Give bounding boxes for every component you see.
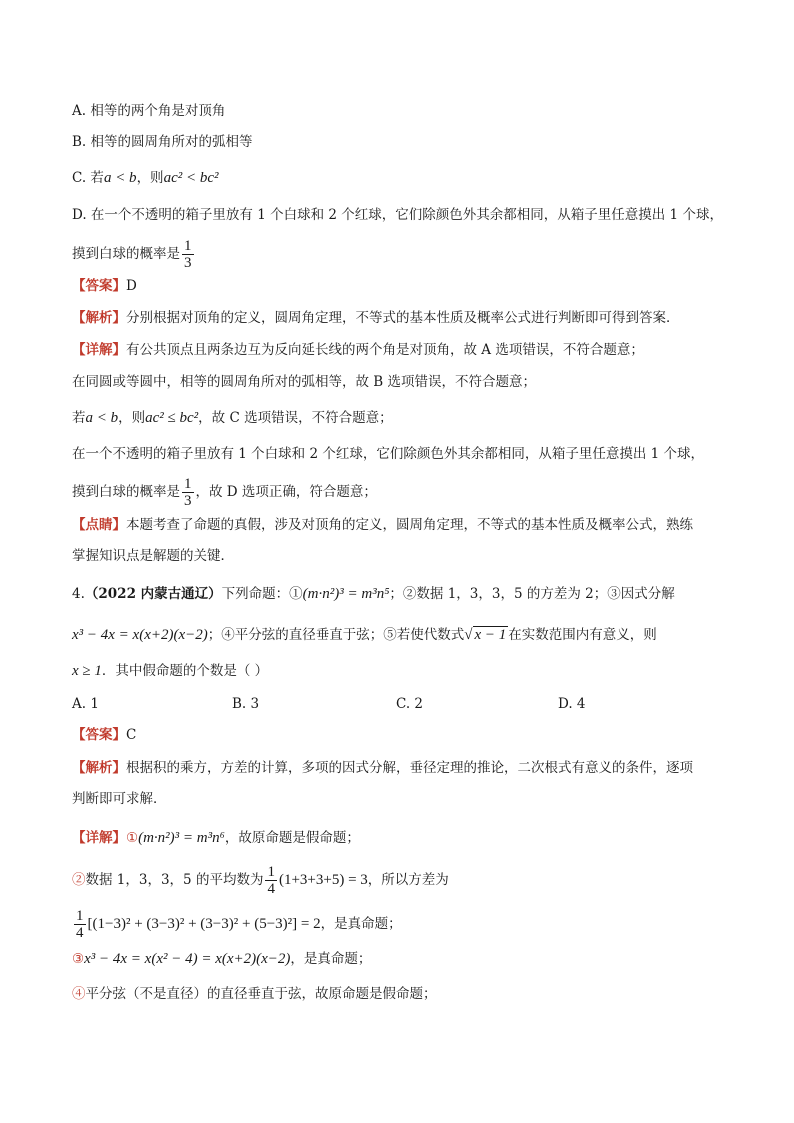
q3-detail: 【详解】有公共顶点且两条边互为反向延长线的两个角是对顶角，故 A 选项错误，不符合题意； <box>72 342 644 358</box>
option-b: B. 3 <box>232 696 260 712</box>
q4-stem-line3: x ≥ 1．其中假命题的个数是（ ） <box>72 663 269 679</box>
math-expr: (m·n²)³ = m³n⁶ <box>138 830 225 846</box>
option-b: B. 相等的圆周角所对的弧相等 <box>72 134 253 150</box>
q3-detail-line4: 在一个不透明的箱子里放有 1 个白球和 2 个红球，它们除颜色外其余都相同，从箱子里任意摸出 1 个球， <box>72 446 705 462</box>
q3-detail-line5: 摸到白球的概率是 $\frac{1}{3}$ ，故 D 选项正确，符合题意； <box>72 476 377 509</box>
option-c: C. 若a < b，则ac² < bc² <box>72 170 219 186</box>
q4-detail: 【详解】①(m·n²)³ = m³n⁶，故原命题是假命题； <box>72 830 360 846</box>
q3-comment: 【点睛】本题考查了命题的真假，涉及对顶角的定义，圆周角定理，不等式的基本性质及概率公式，熟练 <box>72 517 693 533</box>
q3-analysis: 【解析】分别根据对顶角的定义，圆周角定理，不等式的基本性质及概率公式进行判断即可得到答案． <box>72 310 680 326</box>
math-expr: (1+3+3+5) = 3 <box>278 872 368 888</box>
question-source: （2022 内蒙古通辽） <box>84 586 222 602</box>
math-expr: x³ − 4x = x(x² − 4) = x(x+2)(x−2) <box>84 951 291 967</box>
option-c: C. 2 <box>396 696 424 712</box>
option-a: A. 1 <box>72 696 99 712</box>
option-a: A. 相等的两个角是对顶角 <box>72 103 226 119</box>
q3-detail-line3: 若a < b，则ac² ≤ bc²，故 C 选项错误，不符合题意； <box>72 410 393 426</box>
detail-tag: 【详解】 <box>72 342 126 358</box>
q4-analysis: 【解析】根据积的乘方，方差的计算，多项的因式分解，垂径定理的推论，二次根式有意义的条件，逐项 <box>72 760 693 776</box>
q3-answer: 【答案】D <box>72 278 137 294</box>
math-expr: (m·n²)³ = m³n⁵ <box>302 586 390 602</box>
fraction: $\frac{1}{4}$ <box>76 908 84 941</box>
q4-analysis-line2: 判断即可求解． <box>72 791 167 807</box>
detail-tag: 【详解】 <box>72 830 126 846</box>
sqrt-expr: √ x − 1 <box>464 627 507 643</box>
q4-detail-line2: ②数据 1，3，3，5 的平均数为 $\frac{1}{4}$ (1+3+3+5) = 3，所以方差为 <box>72 864 449 897</box>
math-expr: ac² ≤ bc² <box>145 410 199 426</box>
math-expr: ac² < bc² <box>163 170 219 186</box>
fraction: $\frac{1}{3}$ <box>184 476 192 509</box>
question-number: 4. <box>72 586 85 602</box>
option-d: D. 4 <box>558 696 586 712</box>
fraction: $\frac{1}{3}$ <box>184 238 192 271</box>
fraction: $\frac{1}{4}$ <box>267 864 275 897</box>
option-d: D. 在一个不透明的箱子里放有 1 个白球和 2 个红球，它们除颜色外其余都相同，从箱子里任意摸出 1 个球， <box>72 207 723 223</box>
q4-stem-line2: x³ − 4x = x(x+2)(x−2)；④平分弦的直径垂直于弦；⑤若使代数式√ x − 1 在实数范围内有意义，则 <box>72 627 657 643</box>
comment-tag: 【点睛】 <box>72 517 126 533</box>
q4-detail-line4: ③x³ − 4x = x(x² − 4) = x(x+2)(x−2)，是真命题； <box>72 951 372 967</box>
option-d-cont: 摸到白球的概率是 $\frac{1}{3}$ <box>72 238 192 271</box>
q3-detail-line2: 在同圆或等圆中，相等的圆周角所对的弧相等，故 B 选项错误，不符合题意； <box>72 374 537 390</box>
q4-answer: 【答案】C <box>72 727 137 743</box>
q4-stem: 4.（2022 内蒙古通辽）下列命题：①(m·n²)³ = m³n⁵；②数据 1，3，3，5 的方差为 2；③因式分解 <box>72 586 675 602</box>
math-expr: x ≥ 1 <box>72 663 102 679</box>
math-expr: x³ − 4x = x(x+2)(x−2) <box>72 627 208 643</box>
math-expr: a < b <box>103 170 137 186</box>
q4-detail-line5: ④平分弦（不是直径）的直径垂直于弦，故原命题是假命题； <box>72 986 437 1002</box>
math-expr: a < b <box>85 410 119 426</box>
analysis-tag: 【解析】 <box>72 310 126 326</box>
answer-tag: 【答案】 <box>72 278 126 294</box>
math-expr: [(1−3)² + (3−3)² + (3−3)² + (5−3)²] = 2 <box>87 916 321 932</box>
q4-detail-line3: $\frac{1}{4}$ [(1−3)² + (3−3)² + (3−3)² + (5−3)²] = 2，是真命题； <box>76 908 402 941</box>
answer-tag: 【答案】 <box>72 727 126 743</box>
q3-comment-line2: 掌握知识点是解题的关键． <box>72 548 234 564</box>
analysis-tag: 【解析】 <box>72 760 126 776</box>
